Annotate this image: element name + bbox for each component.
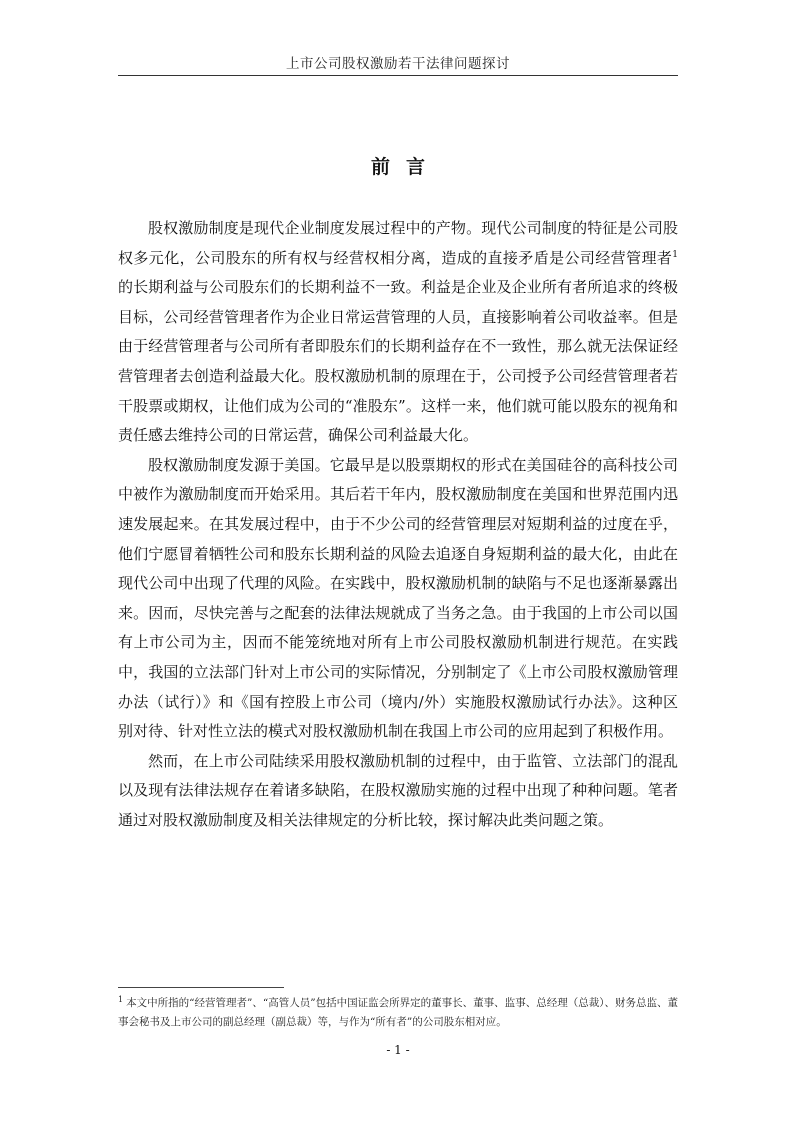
footnote-reference[interactable]: 1 [672, 249, 678, 260]
section-title: 前言 [370, 156, 441, 178]
paragraph-1 [118, 214, 678, 451]
footnote [118, 994, 678, 1032]
header-rule [118, 75, 678, 76]
paragraph-1-part-1: 股权激励制度是现代企业制度发展过程中的产物。现代公司制度的特征是公司股权多元化，公司股东的所有权与经营权相分离，造成的直接矛盾是公司经营管理者 [118, 219, 678, 267]
running-header: 上市公司股权激励若干法律问题探讨 [286, 56, 510, 72]
page-number: - 1 - [386, 1043, 410, 1057]
footnote-text: 本文中所指的“经营管理者”、“高管人员”包括中国证监会所界定的董事长、董事、监事、总经理（总裁）、财务总监、董事会秘书及上市公司的副总经理（副总裁）等，与作为“所有者”的公司股东相对应。 [118, 997, 678, 1028]
footnote-rule [118, 987, 284, 988]
footnote-marker: 1 [118, 995, 124, 1004]
body-text [118, 214, 678, 835]
paragraph-1-part-2: 的长期利益与公司股东们的长期利益不一致。利益是企业及企业所有者所追求的终极目标，公司经营管理者作为企业日常运营管理的人员，直接影响着公司收益率。但是由于经营管理者与公司所有者即股东们的长期利益存在不一致性，那么就无法保证经营管理者去创造利益最大化。股权激励机制的原理在于，公司授予公司经营管理者若干股票或期权，让他们成为公司的“准股东”。这样一来，他们就可能以股东的视角和责任感去维持公司的日常运营，确保公司利益最大化。 [118, 278, 678, 445]
paragraph-3: 然而，在上市公司陆续采用股权激励机制的过程中，由于监管、立法部门的混乱以及现有法律法规存在着诸多缺陷，在股权激励实施的过程中出现了种种问题。笔者通过对股权激励制度及相关法律规定的分析比较，探讨解决此类问题之策。 [118, 751, 678, 829]
paragraph-2: 股权激励制度发源于美国。它最早是以股票期权的形式在美国硅谷的高科技公司中被作为激励制度而开始采用。其后若干年内，股权激励制度在美国和世界范围内迅速发展起来。在其发展过程中，由于不少公司的经营管理层对短期利益的过度在乎，他们宁愿冒着牺牲公司和股东长期利益的风险去追逐自身短期利益的最大化，由此在现代公司中出现了代理的风险。在实践中，股权激励机制的缺陷与不足也逐渐暴露出来。因而，尽快完善与之配套的法律法规就成了当务之急。由于我国的上市公司以国有上市公司为主，因而不能笼统地对所有上市公司股权激励机制进行规范。在实践中，我国的立法部门针对上市公司的实际情况，分别制定了《上市公司股权激励管理办法（试行）》和《国有控股上市公司（境内/外）实施股权激励试行办法》。这种区别对待、针对性立法的模式对股权激励机制在我国上市公司的应用起到了积极作用。 [118, 455, 678, 741]
